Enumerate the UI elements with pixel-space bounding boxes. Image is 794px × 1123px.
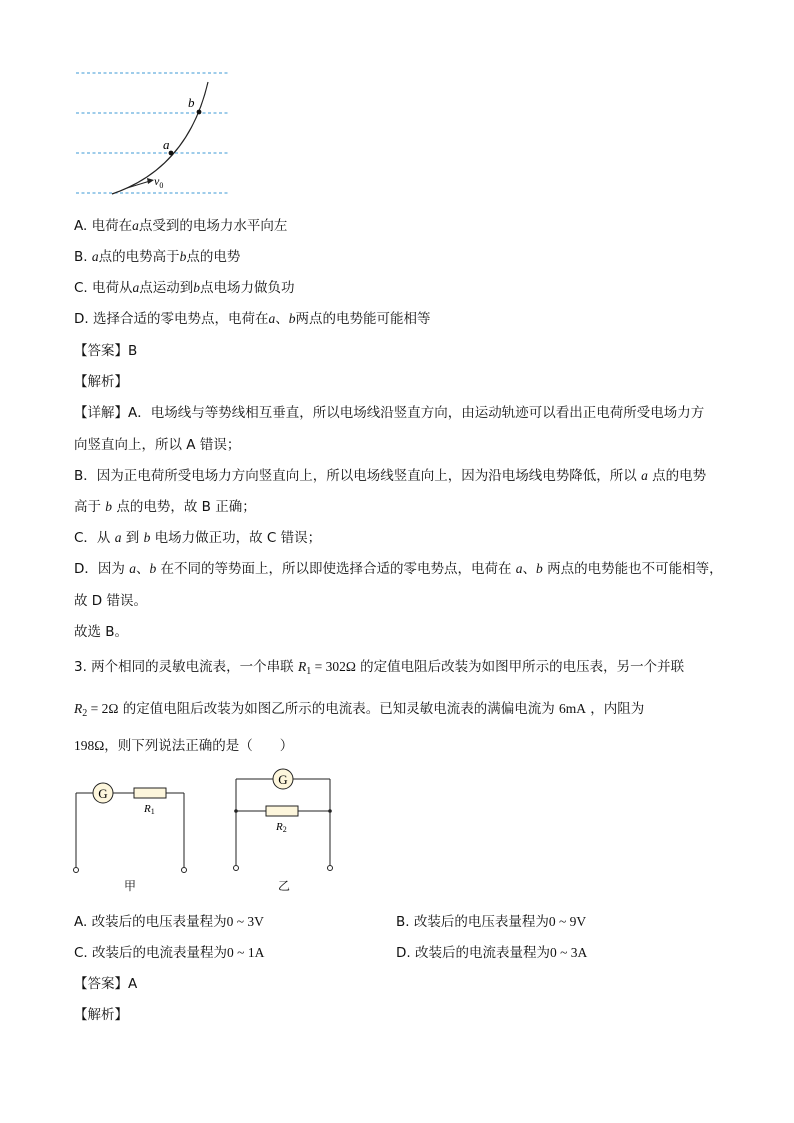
label-jia: 甲 xyxy=(124,879,137,893)
q3-option-a: A. 改装后的电压表量程为0 ~ 3V xyxy=(74,914,264,930)
resistor-r1 xyxy=(134,788,166,798)
trajectory-figure xyxy=(70,60,240,200)
label-v0: $v_0$ xyxy=(154,174,164,190)
q3-option-b: B. 改装后的电压表量程为0 ~ 9V xyxy=(396,914,587,930)
resistor-r2-label: R2 xyxy=(276,821,287,834)
q2-detail-line-1: 【详解】A．电场线与等势线相互垂直，所以电场线沿竖直方向，由运动轨迹可以看出正电荷所受电场力方 xyxy=(74,405,705,421)
option-d: D. 选择合适的零电势点，电荷在a、b两点的电势能可能相等 xyxy=(74,311,431,327)
q3-stem-line-2: $R_2 = 2\Omega$ 的定值电阻后改装为如图乙所示的电流表。已知灵敏电流表的满偏电流为 6mA ，内阻为 xyxy=(74,701,645,719)
yi-junction-left xyxy=(234,809,238,813)
velocity-arrowhead xyxy=(147,178,154,184)
q2-detail-line-3: B．因为正电荷所受电场力方向竖直向上，所以电场线竖直向上，因为沿电场线电势降低，所以 a 点的电势 xyxy=(74,468,707,484)
q3-stem-line-3: 198Ω，则下列说法正确的是（ ） xyxy=(74,738,294,754)
label-yi: 乙 xyxy=(278,879,291,893)
q2-detail-line-4: 高于 b 点的电势，故 B 正确； xyxy=(74,499,256,515)
q2-detail-line-6: D．因为 a、b 在不同的等势面上，所以即使选择合适的零电势点，电荷在 a、b 两点的电势能也不可能相等， xyxy=(74,561,723,577)
label-a: a xyxy=(163,137,170,152)
q3-analysis-label: 【解析】 xyxy=(74,1007,128,1023)
yi-junction-right xyxy=(328,809,332,813)
q2-detail-line-7: 故 D 错误。 xyxy=(74,593,147,609)
label-b: b xyxy=(188,95,195,110)
option-a: A. 电荷在a点受到的电场力水平向左 xyxy=(74,218,288,234)
resistor-r2 xyxy=(266,806,298,816)
q3-stem-line-1: 3. 两个相同的灵敏电流表，一个串联 $R_1 = 302\Omega$ 的定值电阻后改装为如图甲所示的电压表，另一个并联 xyxy=(74,659,685,677)
circuit-yi xyxy=(226,765,346,885)
galvanometer-label: G xyxy=(278,772,288,787)
jia-terminal-right xyxy=(182,868,187,873)
q2-answer: 【答案】B xyxy=(74,343,138,359)
jia-terminal-left xyxy=(74,868,79,873)
q3-option-d: D. 改装后的电流表量程为0 ~ 3A xyxy=(396,945,588,961)
q3-answer: 【答案】A xyxy=(74,976,138,992)
option-c: C. 电荷从a点运动到b点电场力做负功 xyxy=(74,280,295,296)
yi-terminal-left xyxy=(234,866,239,871)
galvanometer-label: G xyxy=(98,786,108,801)
q2-analysis-label: 【解析】 xyxy=(74,374,128,390)
q2-detail-line-8: 故选 B。 xyxy=(74,624,129,640)
yi-terminal-right xyxy=(328,866,333,871)
q2-detail-line-2: 向竖直向上，所以 A 错误； xyxy=(74,437,241,453)
resistor-r1-label: R1 xyxy=(144,803,155,816)
q2-detail-line-5: C．从 a 到 b 电场力做正功，故 C 错误； xyxy=(74,530,322,546)
option-b: B. a点的电势高于b点的电势 xyxy=(74,249,241,265)
q3-option-c: C. 改装后的电流表量程为0 ~ 1A xyxy=(74,945,265,961)
point-b xyxy=(197,110,202,115)
